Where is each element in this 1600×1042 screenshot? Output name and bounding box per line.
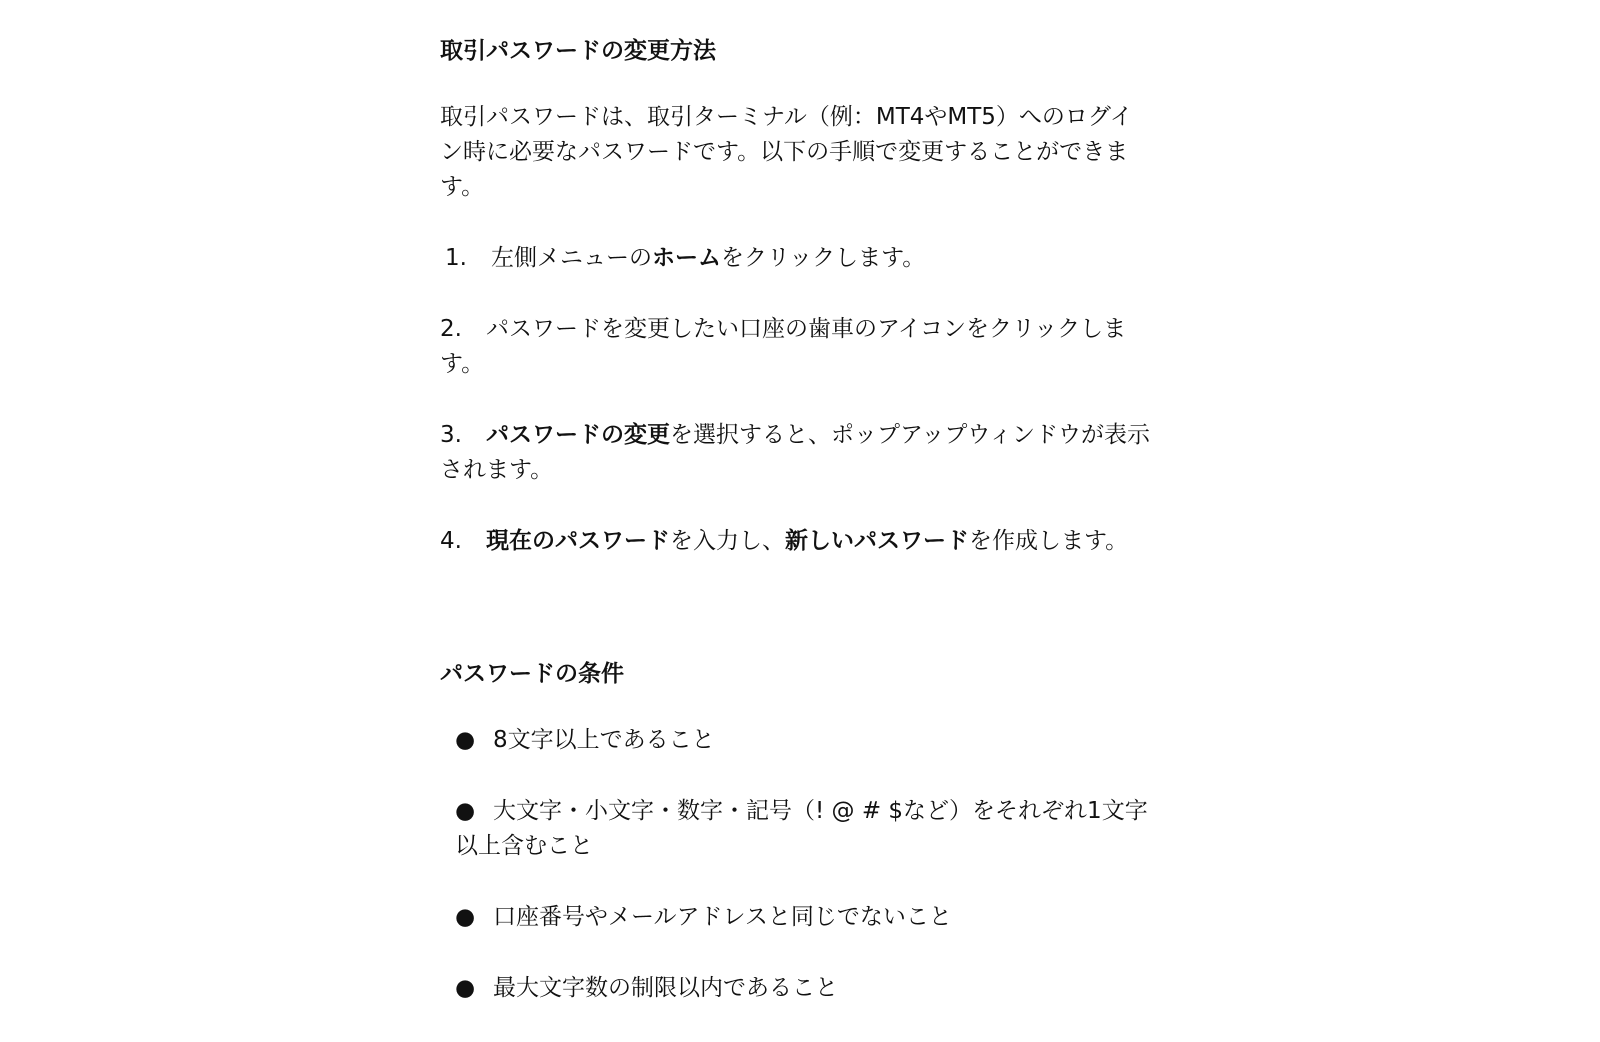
step-bold-text: パスワードの変更 [486, 422, 670, 448]
bullet-icon: ● [455, 727, 476, 753]
step-item [440, 524, 1155, 559]
step-item [440, 312, 1155, 382]
step-number: 2. [440, 316, 462, 342]
requirement-text: 口座番号やメールアドレスと同じでないこと [493, 904, 952, 930]
step-text: を作成します。 [969, 528, 1129, 554]
steps-list [440, 241, 1155, 559]
bullet-icon: ● [455, 798, 476, 824]
requirement-item [455, 900, 1155, 935]
step-number: 3. [440, 422, 462, 448]
step-text: 左側メニューの [491, 245, 652, 271]
requirement-item [455, 971, 1155, 1006]
step-number: 4. [440, 528, 462, 554]
step-bold-text: 新しいパスワード [785, 528, 969, 554]
step-text: をクリックします。 [721, 245, 926, 271]
requirement-item [455, 723, 1155, 758]
requirement-item [455, 794, 1155, 864]
requirement-text: 8文字以上であること [493, 727, 715, 753]
step-item [440, 241, 1155, 276]
step-item [440, 418, 1155, 488]
intro-paragraph: 取引パスワードは、取引ターミナル（例：MT4やMT5）へのログイン時に必要なパスワードです。以下の手順で変更することができます。 [440, 104, 1133, 200]
step-text: を入力し、 [670, 528, 785, 554]
section-title-password-requirements: パスワードの条件 [440, 661, 624, 687]
requirement-text: 最大文字数の制限以内であること [493, 975, 838, 1001]
bullet-icon: ● [455, 975, 476, 1001]
section-title-change-password: 取引パスワードの変更方法 [440, 38, 716, 64]
bullet-icon: ● [455, 904, 476, 930]
step-text: パスワードを変更したい口座の歯車のアイコンをクリックします。 [440, 316, 1127, 377]
step-bold-text: ホーム [652, 245, 721, 271]
step-number: 1. [445, 245, 467, 271]
article [440, 30, 1155, 1042]
requirement-text: 大文字・小文字・数字・記号（! @ # $など）をそれぞれ1文字以上含むこと [455, 798, 1148, 859]
step-bold-text: 現在のパスワード [486, 528, 670, 554]
step-text: を選択すると、ポップアップウィンドウが表示されます。 [440, 422, 1151, 483]
requirements-list [440, 723, 1155, 1006]
